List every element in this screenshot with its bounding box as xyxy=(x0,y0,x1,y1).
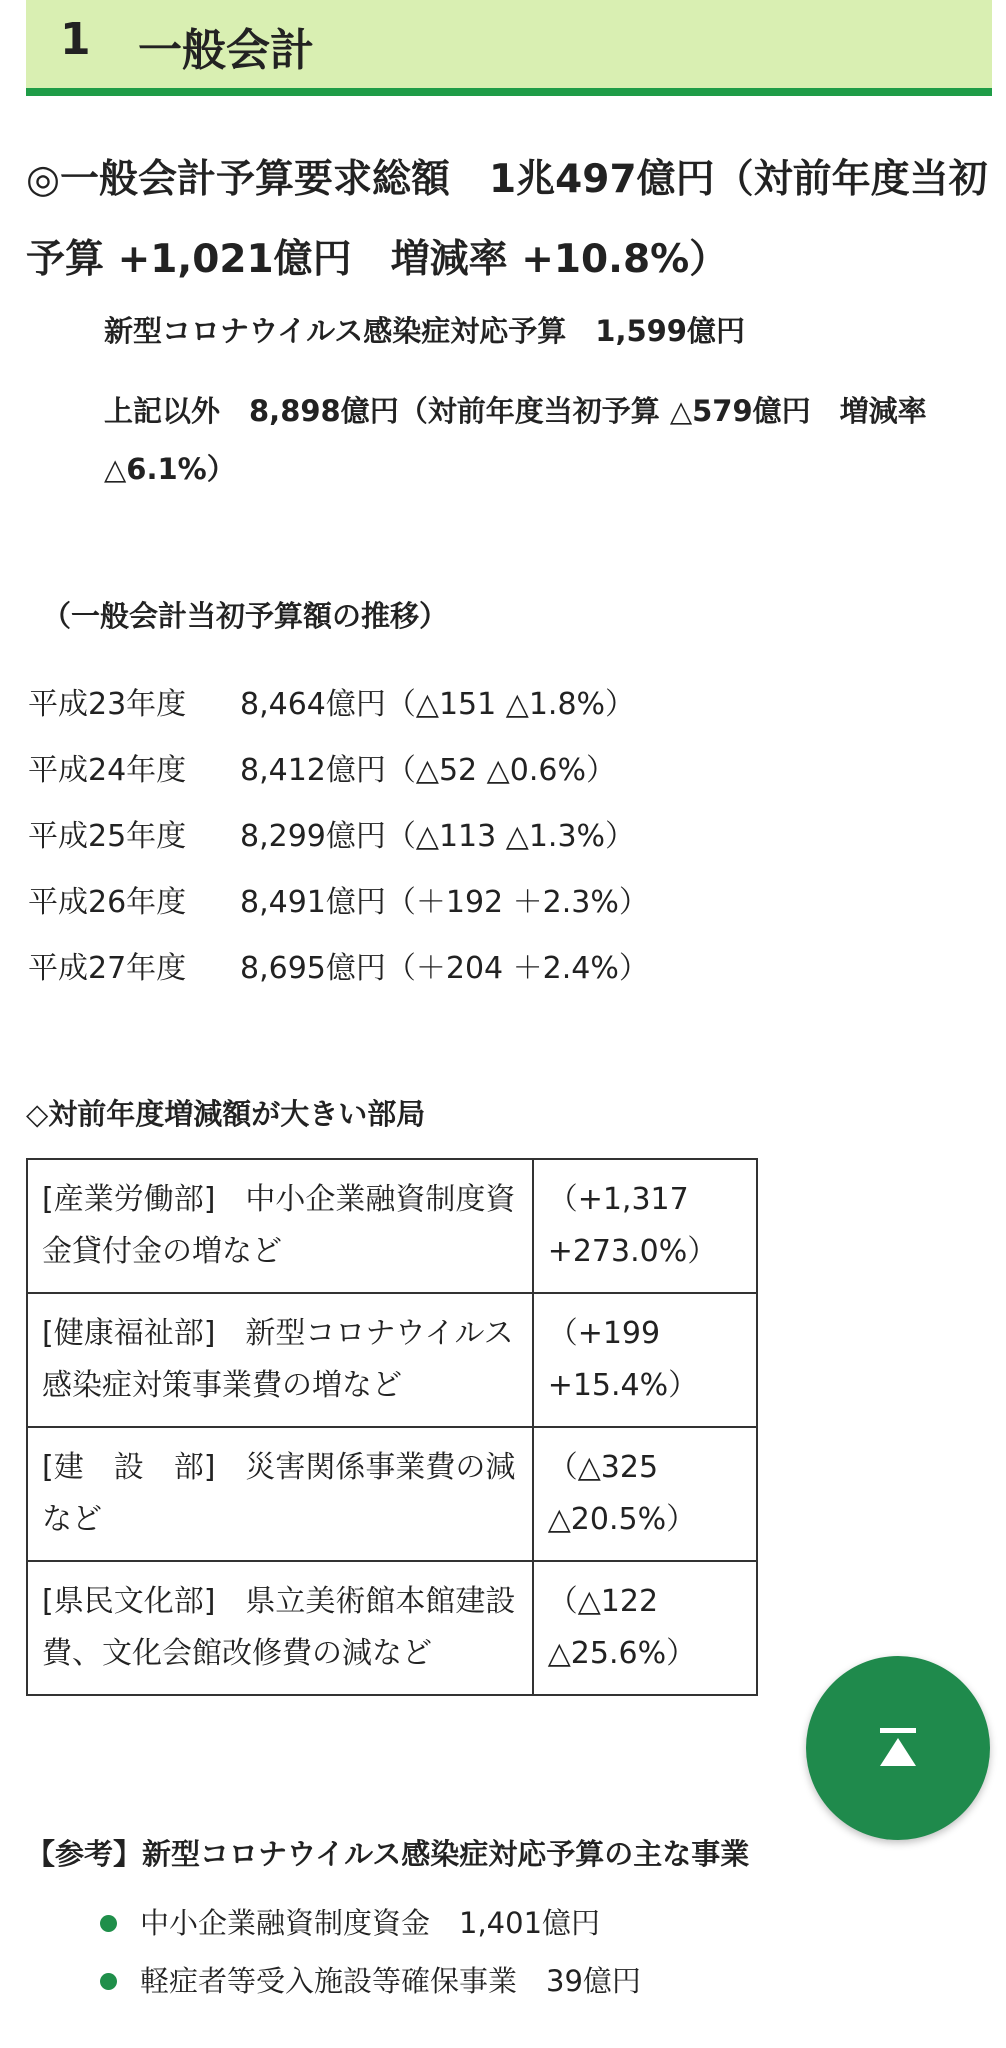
trend-row xyxy=(28,870,649,936)
table-row xyxy=(27,1427,757,1561)
department-table xyxy=(26,1158,758,1696)
corona-budget: 新型コロナウイルス感染症対応予算 1,599億円 xyxy=(104,314,745,348)
department-change: （△325 △20.5%） xyxy=(533,1427,757,1561)
arrow-up-to-top-icon xyxy=(878,1728,918,1768)
department-change: （+1,317 +273.0%） xyxy=(533,1159,757,1293)
department-change: （△122 △25.6%） xyxy=(533,1561,757,1695)
department-desc: [産業労働部] 中小企業融資制度資金貸付金の増など xyxy=(27,1159,533,1293)
trend-value: 8,412億円（△52 △0.6%） xyxy=(240,753,616,788)
trend-value: 8,695億円（＋204 ＋2.4%） xyxy=(240,951,649,986)
trend-year: 平成24年度 xyxy=(28,753,187,788)
reference-item-label: 軽症者等受入施設等確保事業 39億円 xyxy=(140,1964,641,1998)
table-row xyxy=(27,1293,757,1427)
back-to-top-button[interactable] xyxy=(806,1656,990,1840)
trend-value: 8,464億円（△151 △1.8%） xyxy=(240,687,636,722)
department-desc: [健康福祉部] 新型コロナウイルス感染症対策事業費の増など xyxy=(27,1293,533,1427)
trend-year: 平成25年度 xyxy=(28,819,187,854)
section-number: 1 xyxy=(60,14,91,65)
list-item xyxy=(100,1952,641,2010)
reference-item-label: 中小企業融資制度資金 1,401億円 xyxy=(140,1906,601,1940)
trend-row xyxy=(28,936,649,1002)
bullet-icon xyxy=(100,1915,117,1932)
trend-value: 8,299億円（△113 △1.3%） xyxy=(240,819,636,854)
list-item xyxy=(100,1894,641,1952)
trend-value: 8,491億円（＋192 ＋2.3%） xyxy=(240,885,649,920)
trend-row xyxy=(28,672,649,738)
trend-row xyxy=(28,738,649,804)
section-heading xyxy=(26,0,992,96)
table-row xyxy=(27,1561,757,1695)
trend-year: 平成27年度 xyxy=(28,951,187,986)
trend-title: （一般会計当初予算額の推移） xyxy=(42,599,449,633)
section-title: 一般会計 xyxy=(138,25,314,76)
total-budget: ◎一般会計予算要求総額 1兆497億円（対前年度当初予算 +1,021億円 増減率 +10.8%） xyxy=(26,157,988,282)
reference-title: 【参考】新型コロナウイルス感染症対応予算の主な事業 xyxy=(26,1837,750,1871)
table-row xyxy=(27,1159,757,1293)
other-budget: 上記以外 8,898億円（対前年度当初予算 △579億円 増減率 △6.1%） xyxy=(104,394,927,486)
trend-year: 平成26年度 xyxy=(28,885,187,920)
trend-row xyxy=(28,804,649,870)
trend-year: 平成23年度 xyxy=(28,687,187,722)
trend-list xyxy=(28,672,649,1002)
department-desc: [県民文化部] 県立美術館本館建設費、文化会館改修費の減など xyxy=(27,1561,533,1695)
reference-list xyxy=(100,1894,641,2010)
department-title: ◇対前年度増減額が大きい部局 xyxy=(26,1097,426,1131)
department-change: （+199 +15.4%） xyxy=(533,1293,757,1427)
department-desc: [建 設 部] 災害関係事業費の減など xyxy=(27,1427,533,1561)
bullet-icon xyxy=(100,1973,117,1990)
